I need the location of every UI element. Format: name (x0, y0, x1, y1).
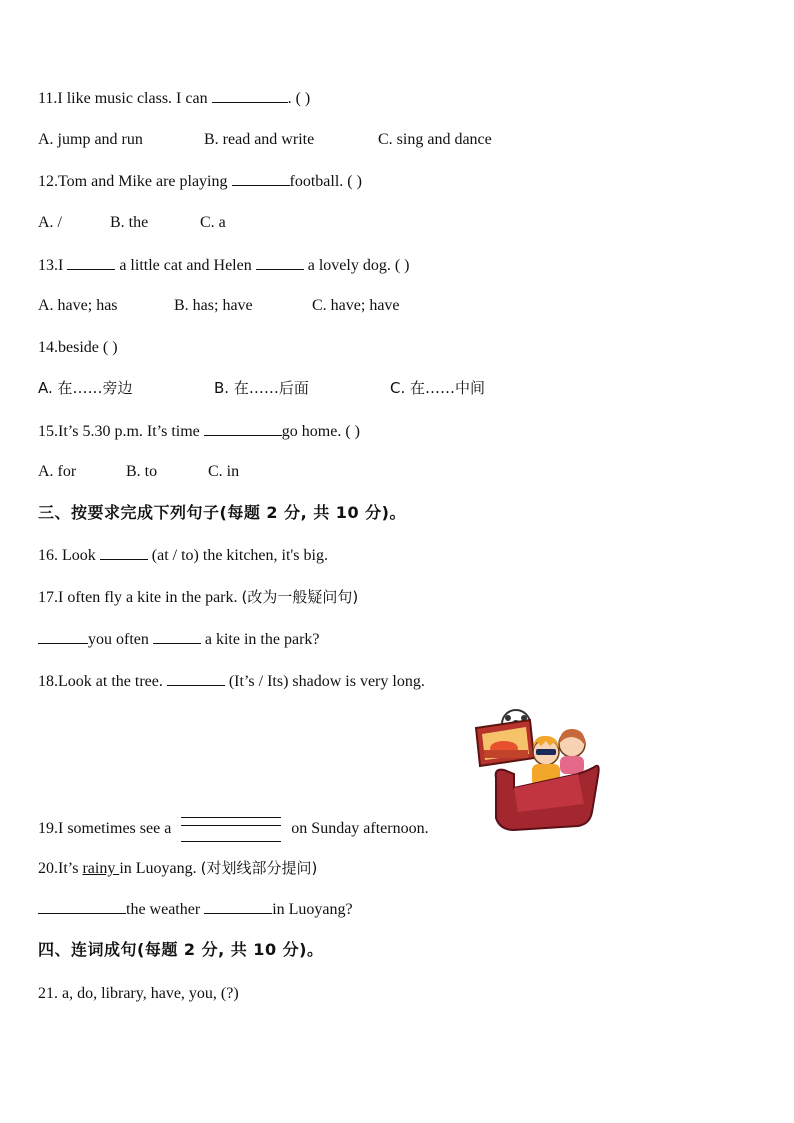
option-a[interactable]: A. have; has (38, 297, 118, 314)
question-18: 18.Look at the tree. (It’s / Its) shadow is very long. (38, 673, 425, 690)
question-19: 19.I sometimes see a on Sunday afternoon. (38, 815, 429, 845)
question-15-options (38, 462, 239, 482)
option-a[interactable]: A. / (38, 214, 62, 231)
underlined-word: rainy (82, 860, 120, 877)
option-c[interactable]: C. have; have (312, 297, 400, 314)
answer-blank[interactable] (212, 88, 288, 103)
option-a[interactable]: A. jump and run (38, 131, 143, 148)
question-13-options (38, 296, 400, 316)
answer-blank[interactable] (204, 899, 272, 914)
answer-blank[interactable] (38, 629, 88, 644)
question-12-options (38, 213, 226, 233)
option-b[interactable]: B. has; have (174, 297, 253, 314)
cinema-children-icon (474, 708, 600, 832)
answer-blank[interactable] (204, 421, 282, 436)
answer-blank[interactable] (38, 899, 126, 914)
question-15: 15.It’s 5.30 p.m. It’s time go home. ( ) (38, 423, 360, 440)
answer-blank[interactable] (167, 671, 225, 686)
question-17-answer: you often a kite in the park? (38, 629, 320, 650)
question-20-answer: the weather in Luoyang? (38, 899, 353, 920)
question-17: 17.I often fly a kite in the park. (改为一般疑问句) (38, 588, 359, 606)
answer-blank[interactable] (153, 629, 201, 644)
option-c[interactable]: C. in (208, 463, 240, 480)
option-b[interactable]: B. the (110, 214, 149, 231)
answer-lines[interactable] (181, 815, 281, 845)
question-14-options (38, 378, 485, 398)
option-b[interactable]: B. to (126, 463, 158, 480)
question-14: 14.beside ( ) (38, 339, 118, 356)
option-b[interactable]: B. read and write (204, 131, 315, 148)
question-21: 21. a, do, library, have, you, (?) (38, 985, 239, 1002)
option-c[interactable]: C. sing and dance (378, 131, 492, 148)
answer-blank[interactable] (67, 255, 115, 270)
question-20: 20.It’s rainy in Luoyang. (对划线部分提问) (38, 859, 318, 877)
section-3-heading: 三、按要求完成下列句子(每题 2 分, 共 10 分)。 (38, 503, 406, 522)
option-c[interactable]: C. a (200, 214, 226, 231)
question-11-options (38, 130, 492, 150)
option-c[interactable]: C. 在……中间 (390, 379, 486, 397)
option-a[interactable]: A. 在……旁边 (38, 379, 133, 397)
option-b[interactable]: B. 在……后面 (214, 379, 309, 397)
question-13: 13.I a little cat and Helen a lovely dog. ( ) (38, 257, 410, 274)
answer-blank[interactable] (232, 171, 290, 186)
question-12: 12.Tom and Mike are playing football. ( ) (38, 173, 362, 190)
answer-blank[interactable] (100, 545, 148, 560)
section-4-heading: 四、连词成句(每题 2 分, 共 10 分)。 (38, 940, 324, 959)
answer-blank[interactable] (256, 255, 304, 270)
option-a[interactable]: A. for (38, 463, 77, 480)
question-11: 11.I like music class. I can . ( ) (38, 90, 311, 107)
question-16: 16. Look (at / to) the kitchen, it's big. (38, 547, 328, 564)
